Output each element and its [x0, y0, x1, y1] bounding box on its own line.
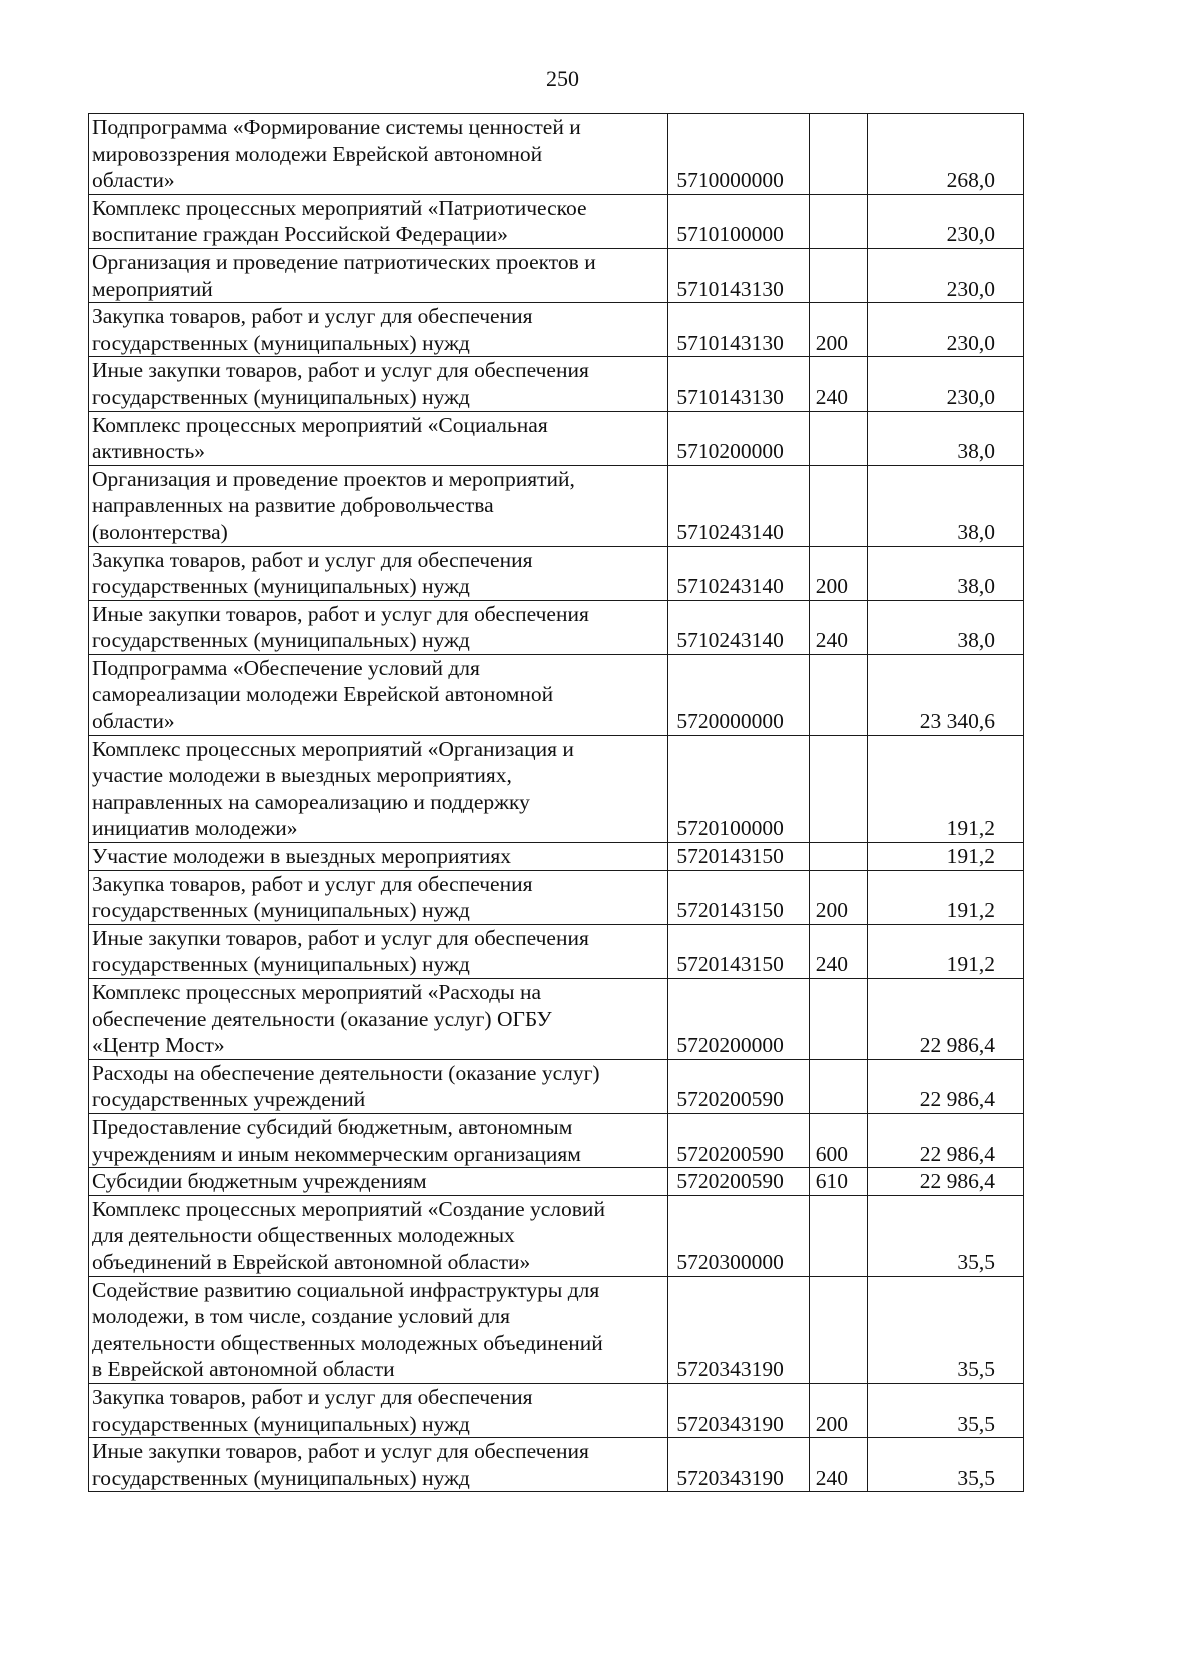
- row-expense-type: [809, 465, 867, 546]
- row-expense-type: [809, 411, 867, 465]
- row-amount: 38,0: [867, 546, 1023, 600]
- table-row: [89, 1113, 1024, 1167]
- row-target-code: 5720200000: [668, 979, 809, 1060]
- row-target-code: 5720143150: [668, 870, 809, 924]
- row-target-code: 5720000000: [668, 654, 809, 735]
- row-target-code: 5720343190: [668, 1276, 809, 1383]
- row-amount: 35,5: [867, 1438, 1023, 1492]
- row-description: Иные закупки товаров, работ и услуг для обеспечения государственных (муниципальных) нужд: [89, 600, 668, 654]
- row-description: Закупка товаров, работ и услуг для обеспечения государственных (муниципальных) нужд: [89, 870, 668, 924]
- row-amount: 22 986,4: [867, 1168, 1023, 1196]
- row-target-code: 5710143130: [668, 303, 809, 357]
- row-expense-type: 240: [809, 600, 867, 654]
- row-expense-type: 240: [809, 924, 867, 978]
- row-description: Предоставление субсидий бюджетным, автономным учреждениям и иным некоммерческим организациям: [89, 1113, 668, 1167]
- row-target-code: 5720200590: [668, 1113, 809, 1167]
- row-amount: 268,0: [867, 114, 1023, 195]
- row-description: Участие молодежи в выездных мероприятиях: [89, 843, 668, 871]
- row-target-code: 5710200000: [668, 411, 809, 465]
- table-row: [89, 1383, 1024, 1437]
- row-amount: 38,0: [867, 465, 1023, 546]
- row-target-code: 5720200590: [668, 1059, 809, 1113]
- row-target-code: 5710243140: [668, 546, 809, 600]
- row-target-code: 5710243140: [668, 600, 809, 654]
- table-row: [89, 194, 1024, 248]
- row-target-code: 5720343190: [668, 1438, 809, 1492]
- table-row: [89, 924, 1024, 978]
- table-row: [89, 114, 1024, 195]
- budget-table-body: [89, 114, 1024, 1492]
- row-expense-type: [809, 979, 867, 1060]
- row-expense-type: [809, 1276, 867, 1383]
- row-expense-type: 200: [809, 303, 867, 357]
- row-description: Комплекс процессных мероприятий «Создание условий для деятельности общественных молодежных объединений в Еврейской автономной области»: [89, 1195, 668, 1276]
- row-expense-type: [809, 843, 867, 871]
- row-expense-type: [809, 654, 867, 735]
- row-description: Иные закупки товаров, работ и услуг для обеспечения государственных (муниципальных) нужд: [89, 1438, 668, 1492]
- row-amount: 230,0: [867, 357, 1023, 411]
- row-description: Подпрограмма «Обеспечение условий для самореализации молодежи Еврейской автономной области»: [89, 654, 668, 735]
- row-amount: 191,2: [867, 735, 1023, 842]
- row-amount: 191,2: [867, 870, 1023, 924]
- table-row: [89, 843, 1024, 871]
- row-target-code: 5710100000: [668, 194, 809, 248]
- table-row: [89, 1059, 1024, 1113]
- row-target-code: 5720200590: [668, 1168, 809, 1196]
- row-expense-type: [809, 114, 867, 195]
- row-description: Комплекс процессных мероприятий «Расходы на обеспечение деятельности (оказание услуг) ОГБУ «Центр Мост»: [89, 979, 668, 1060]
- row-description: Организация и проведение проектов и мероприятий, направленных на развитие добровольчества (волонтерства): [89, 465, 668, 546]
- row-amount: 230,0: [867, 303, 1023, 357]
- row-amount: 23 340,6: [867, 654, 1023, 735]
- table-row: [89, 735, 1024, 842]
- row-amount: 35,5: [867, 1195, 1023, 1276]
- table-row: [89, 465, 1024, 546]
- row-expense-type: 610: [809, 1168, 867, 1196]
- row-expense-type: [809, 1195, 867, 1276]
- row-expense-type: 600: [809, 1113, 867, 1167]
- row-description: Закупка товаров, работ и услуг для обеспечения государственных (муниципальных) нужд: [89, 1383, 668, 1437]
- table-row: [89, 1276, 1024, 1383]
- table-row: [89, 600, 1024, 654]
- table-row: [89, 357, 1024, 411]
- table-row: [89, 411, 1024, 465]
- row-description: Организация и проведение патриотических проектов и мероприятий: [89, 248, 668, 302]
- table-row: [89, 1168, 1024, 1196]
- row-description: Иные закупки товаров, работ и услуг для обеспечения государственных (муниципальных) нужд: [89, 924, 668, 978]
- row-description: Содействие развитию социальной инфраструктуры для молодежи, в том числе, создание условий для деятельности общественных молодежных объединений в Еврейской автономной области: [89, 1276, 668, 1383]
- row-amount: 230,0: [867, 194, 1023, 248]
- row-target-code: 5720143150: [668, 843, 809, 871]
- row-description: Комплекс процессных мероприятий «Социальная активность»: [89, 411, 668, 465]
- row-description: Расходы на обеспечение деятельности (оказание услуг) государственных учреждений: [89, 1059, 668, 1113]
- table-row: [89, 654, 1024, 735]
- row-amount: 38,0: [867, 411, 1023, 465]
- row-expense-type: [809, 194, 867, 248]
- row-description: Иные закупки товаров, работ и услуг для обеспечения государственных (муниципальных) нужд: [89, 357, 668, 411]
- row-description: Комплекс процессных мероприятий «Организация и участие молодежи в выездных мероприятиях, направленных на самореализацию и поддержку инициатив молодежи»: [89, 735, 668, 842]
- table-row: [89, 546, 1024, 600]
- row-description: Субсидии бюджетным учреждениям: [89, 1168, 668, 1196]
- table-row: [89, 1438, 1024, 1492]
- row-description: Закупка товаров, работ и услуг для обеспечения государственных (муниципальных) нужд: [89, 546, 668, 600]
- row-amount: 35,5: [867, 1383, 1023, 1437]
- row-expense-type: 200: [809, 870, 867, 924]
- row-description: Подпрограмма «Формирование системы ценностей и мировоззрения молодежи Еврейской автономной области»: [89, 114, 668, 195]
- table-row: [89, 303, 1024, 357]
- row-description: Комплекс процессных мероприятий «Патриотическое воспитание граждан Российской Федерации»: [89, 194, 668, 248]
- row-amount: 22 986,4: [867, 979, 1023, 1060]
- row-expense-type: [809, 248, 867, 302]
- row-target-code: 5710143130: [668, 248, 809, 302]
- table-row: [89, 248, 1024, 302]
- row-target-code: 5710243140: [668, 465, 809, 546]
- row-amount: 35,5: [867, 1276, 1023, 1383]
- row-amount: 191,2: [867, 843, 1023, 871]
- row-amount: 191,2: [867, 924, 1023, 978]
- row-description: Закупка товаров, работ и услуг для обеспечения государственных (муниципальных) нужд: [89, 303, 668, 357]
- page-number: 250: [546, 66, 579, 91]
- row-target-code: 5710143130: [668, 357, 809, 411]
- row-amount: 38,0: [867, 600, 1023, 654]
- row-amount: 230,0: [867, 248, 1023, 302]
- row-expense-type: [809, 1059, 867, 1113]
- table-row: [89, 870, 1024, 924]
- row-amount: 22 986,4: [867, 1113, 1023, 1167]
- row-expense-type: 240: [809, 357, 867, 411]
- row-expense-type: [809, 735, 867, 842]
- row-expense-type: 240: [809, 1438, 867, 1492]
- row-amount: 22 986,4: [867, 1059, 1023, 1113]
- table-row: [89, 979, 1024, 1060]
- row-expense-type: 200: [809, 1383, 867, 1437]
- row-target-code: 5720143150: [668, 924, 809, 978]
- row-target-code: 5710000000: [668, 114, 809, 195]
- row-target-code: 5720300000: [668, 1195, 809, 1276]
- row-target-code: 5720343190: [668, 1383, 809, 1437]
- table-row: [89, 1195, 1024, 1276]
- budget-table: [88, 113, 1024, 1492]
- row-expense-type: 200: [809, 546, 867, 600]
- row-target-code: 5720100000: [668, 735, 809, 842]
